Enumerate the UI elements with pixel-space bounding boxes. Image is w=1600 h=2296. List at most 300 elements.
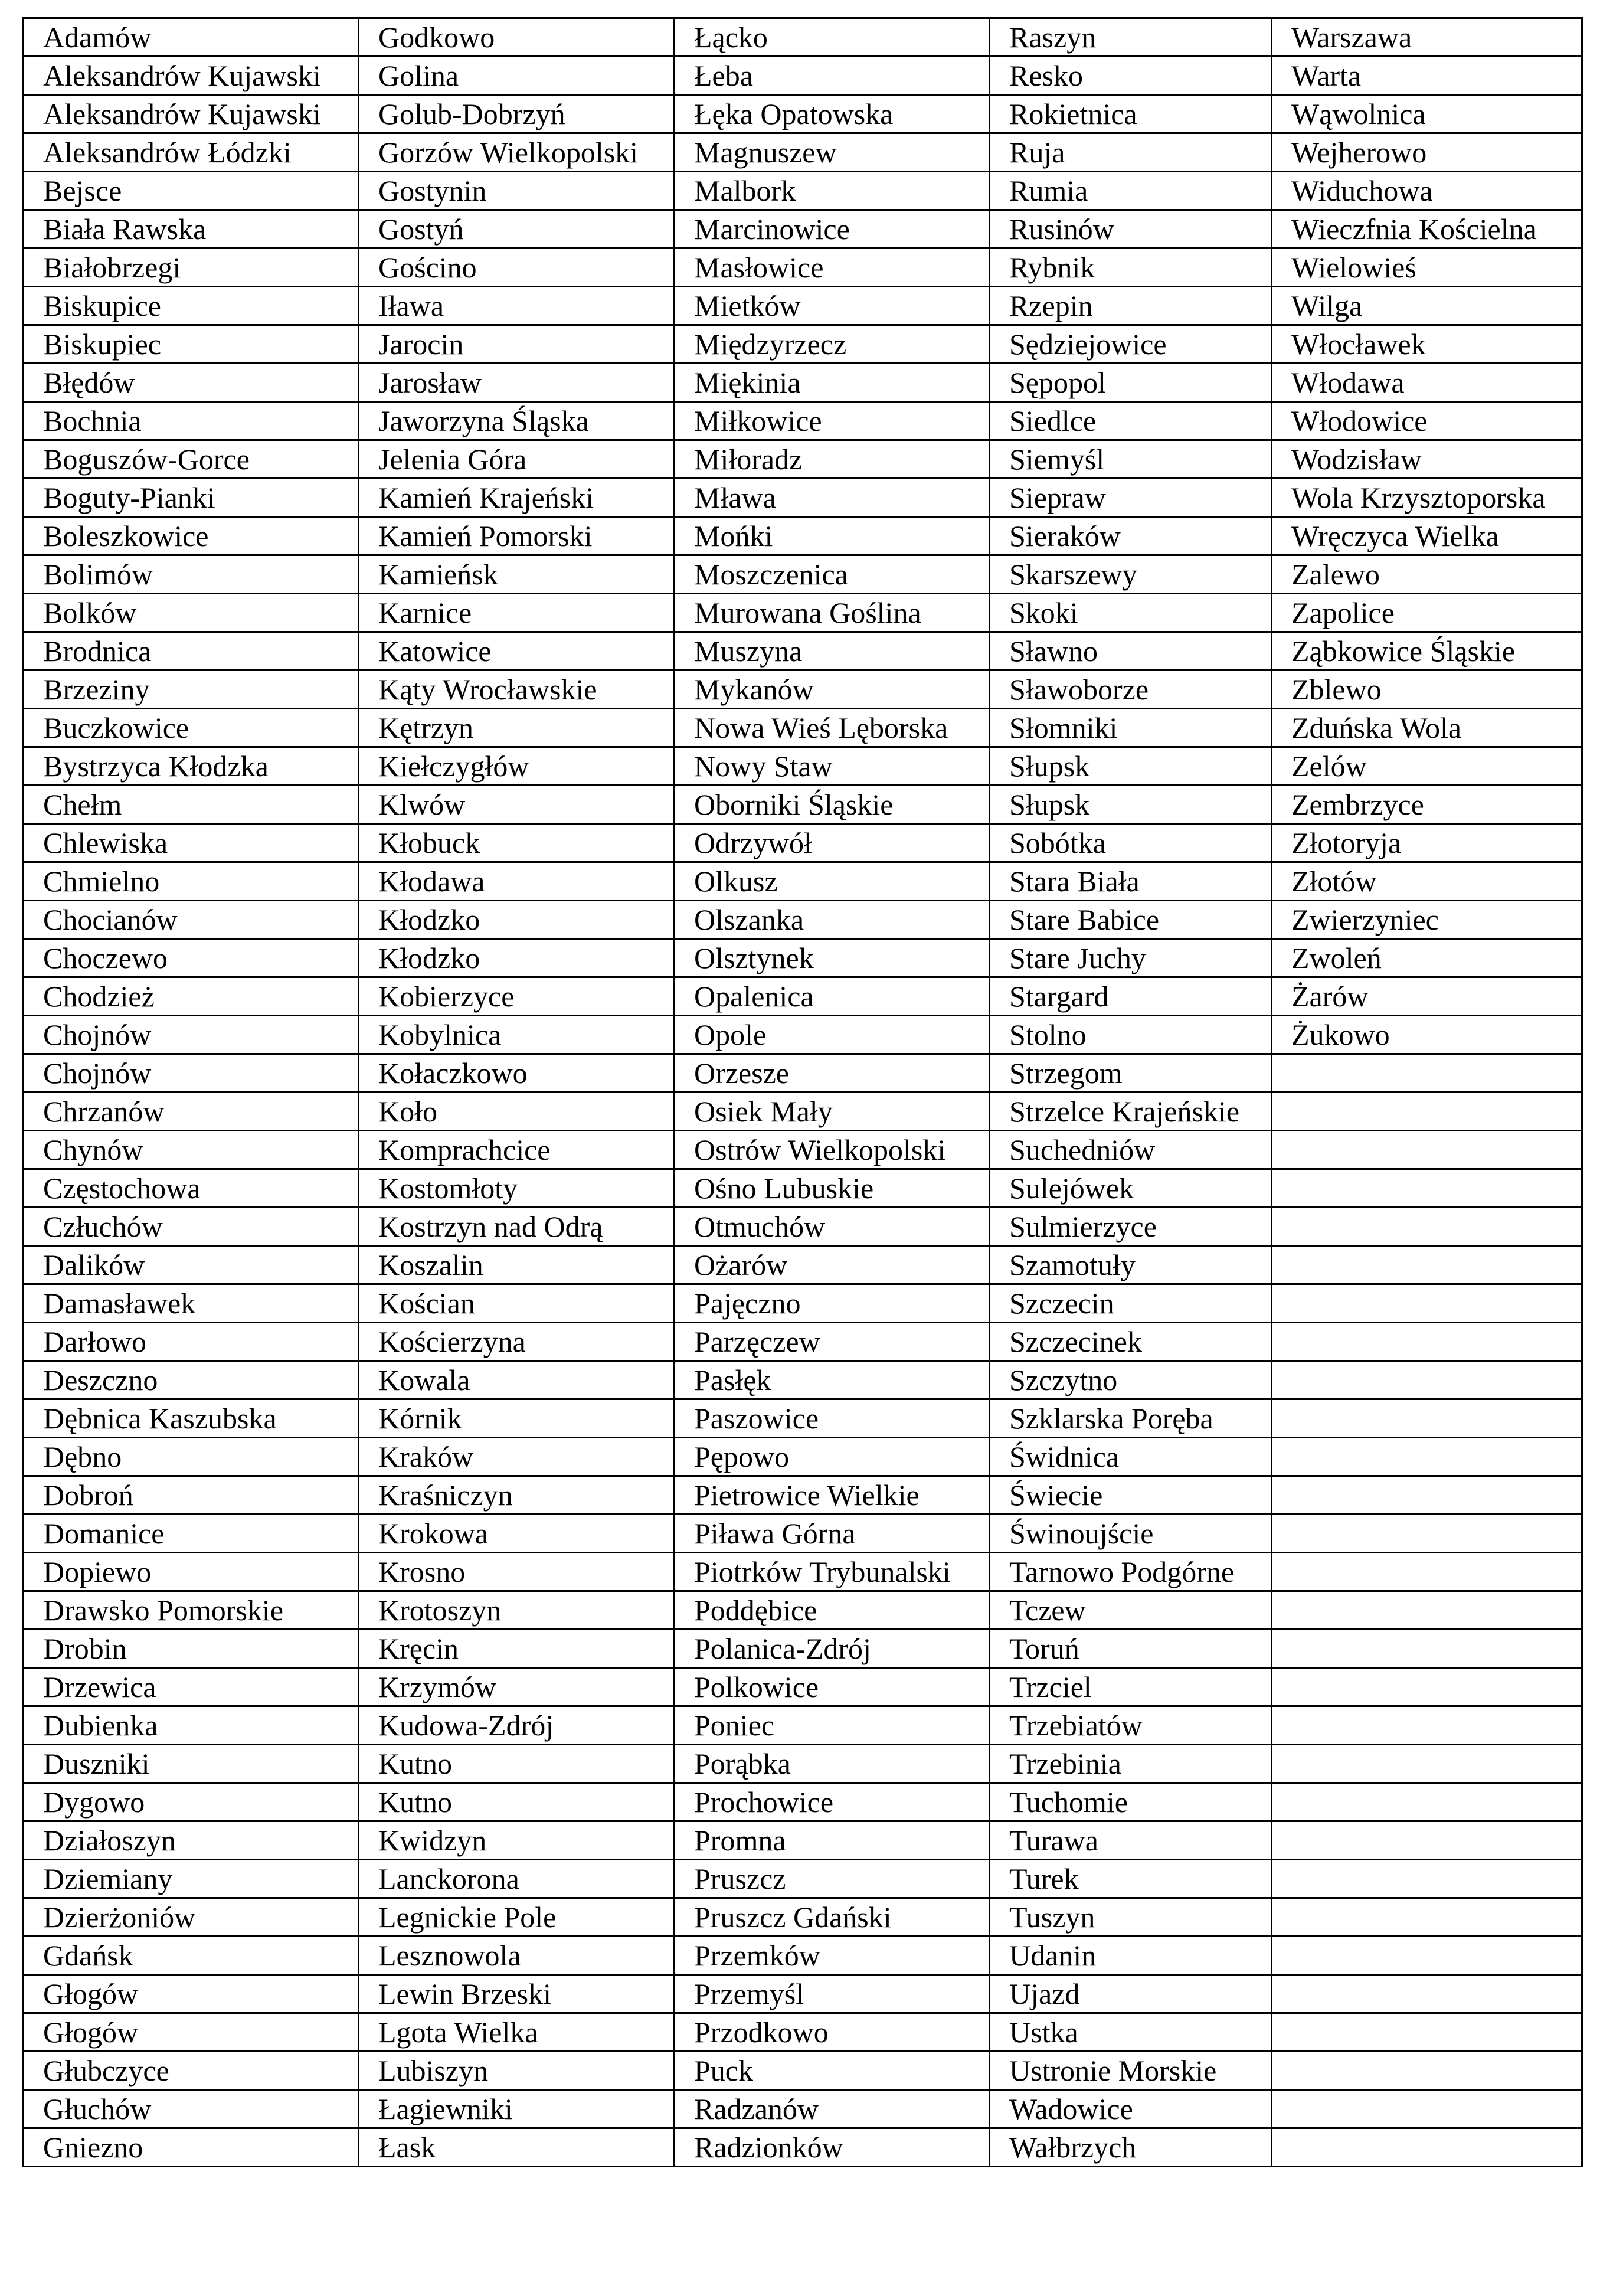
table-cell: Mława — [675, 479, 990, 517]
table-cell: Turek — [990, 1860, 1272, 1898]
table-cell — [1272, 1054, 1582, 1093]
table-cell: Łącko — [675, 18, 990, 57]
table-cell: Jelenia Góra — [359, 440, 675, 479]
table-cell: Ostrów Wielkopolski — [675, 1131, 990, 1169]
table-cell: Lewin Brzeski — [359, 1975, 675, 2013]
table-cell: Krosno — [359, 1553, 675, 1591]
table-cell: Adamów — [24, 18, 359, 57]
table-cell: Magnuszew — [675, 133, 990, 172]
table-row — [24, 287, 1582, 325]
table-cell: Przemyśl — [675, 1975, 990, 2013]
table-cell: Wałbrzych — [990, 2128, 1272, 2167]
table-cell: Rusinów — [990, 210, 1272, 248]
table-cell: Olsztynek — [675, 939, 990, 977]
table-cell: Skarszewy — [990, 555, 1272, 594]
table-cell: Kiełczygłów — [359, 747, 675, 786]
table-cell: Trzciel — [990, 1668, 1272, 1706]
table-row — [24, 594, 1582, 632]
table-cell: Lubiszyn — [359, 2052, 675, 2090]
table-cell: Łagiewniki — [359, 2090, 675, 2128]
table-row — [24, 1246, 1582, 1284]
table-cell: Sławno — [990, 632, 1272, 671]
table-cell: Skoki — [990, 594, 1272, 632]
table-cell — [1272, 1937, 1582, 1975]
table-cell: Godkowo — [359, 18, 675, 57]
table-row — [24, 210, 1582, 248]
table-cell: Sulejówek — [990, 1169, 1272, 1208]
table-cell: Aleksandrów Kujawski — [24, 95, 359, 133]
table-cell: Świecie — [990, 1476, 1272, 1515]
table-cell: Złotoryja — [1272, 824, 1582, 862]
table-cell — [1272, 1860, 1582, 1898]
table-row — [24, 1399, 1582, 1438]
table-cell — [1272, 1745, 1582, 1783]
table-cell: Osiek Mały — [675, 1093, 990, 1131]
table-cell: Bochnia — [24, 402, 359, 440]
table-cell: Kwidzyn — [359, 1821, 675, 1860]
table-cell — [1272, 1208, 1582, 1246]
table-cell: Suchedniów — [990, 1131, 1272, 1169]
table-cell: Kamień Pomorski — [359, 517, 675, 555]
table-cell: Zalewo — [1272, 555, 1582, 594]
table-cell: Zblewo — [1272, 671, 1582, 709]
table-cell: Zwoleń — [1272, 939, 1582, 977]
table-row — [24, 555, 1582, 594]
table-row — [24, 1783, 1582, 1821]
table-cell: Siedlce — [990, 402, 1272, 440]
table-row — [24, 1361, 1582, 1399]
table-cell: Szamotuły — [990, 1246, 1272, 1284]
table-cell: Piława Górna — [675, 1515, 990, 1553]
table-cell: Karnice — [359, 594, 675, 632]
table-cell: Miłkowice — [675, 402, 990, 440]
table-row — [24, 517, 1582, 555]
table-cell: Aleksandrów Kujawski — [24, 57, 359, 95]
table-cell: Zwierzyniec — [1272, 901, 1582, 939]
table-cell — [1272, 1246, 1582, 1284]
table-cell: Wodzisław — [1272, 440, 1582, 479]
table-cell: Drawsko Pomorskie — [24, 1591, 359, 1630]
table-cell: Nowa Wieś Lęborska — [675, 709, 990, 747]
table-cell: Kamieńsk — [359, 555, 675, 594]
table-cell: Damasławek — [24, 1284, 359, 1323]
table-cell — [1272, 2013, 1582, 2052]
table-cell: Człuchów — [24, 1208, 359, 1246]
table-cell: Białobrzegi — [24, 248, 359, 287]
table-cell: Koszalin — [359, 1246, 675, 1284]
table-cell: Warta — [1272, 57, 1582, 95]
table-row — [24, 402, 1582, 440]
table-cell: Sępopol — [990, 364, 1272, 402]
table-cell: Kamień Krajeński — [359, 479, 675, 517]
table-cell: Kłodawa — [359, 862, 675, 901]
table-row — [24, 95, 1582, 133]
table-row — [24, 671, 1582, 709]
table-cell: Jarosław — [359, 364, 675, 402]
table-cell: Wola Krzysztoporska — [1272, 479, 1582, 517]
table-cell: Wąwolnica — [1272, 95, 1582, 133]
table-cell: Miłoradz — [675, 440, 990, 479]
table-cell: Chojnów — [24, 1016, 359, 1054]
table-cell: Iława — [359, 287, 675, 325]
table-cell: Radzanów — [675, 2090, 990, 2128]
table-cell: Głubczyce — [24, 2052, 359, 2090]
table-cell: Strzelce Krajeńskie — [990, 1093, 1272, 1131]
table-cell: Boguty-Pianki — [24, 479, 359, 517]
table-cell: Gdańsk — [24, 1937, 359, 1975]
table-cell: Zapolice — [1272, 594, 1582, 632]
table-cell: Turawa — [990, 1821, 1272, 1860]
table-cell: Strzegom — [990, 1054, 1272, 1093]
table-row — [24, 1745, 1582, 1783]
table-cell — [1272, 1169, 1582, 1208]
table-cell: Legnickie Pole — [359, 1898, 675, 1937]
table-cell: Kobylnica — [359, 1016, 675, 1054]
table-cell: Drobin — [24, 1630, 359, 1668]
table-cell: Żarów — [1272, 977, 1582, 1016]
table-row — [24, 862, 1582, 901]
table-row — [24, 1591, 1582, 1630]
table-cell: Chocianów — [24, 901, 359, 939]
table-cell: Siepraw — [990, 479, 1272, 517]
table-cell: Rokietnica — [990, 95, 1272, 133]
table-cell: Kłodzko — [359, 901, 675, 939]
table-cell: Kraków — [359, 1438, 675, 1476]
table-cell: Domanice — [24, 1515, 359, 1553]
table-cell: Biskupiec — [24, 325, 359, 364]
table-cell: Chrzanów — [24, 1093, 359, 1131]
municipality-table — [22, 17, 1583, 2167]
table-row — [24, 440, 1582, 479]
table-cell: Kraśniczyn — [359, 1476, 675, 1515]
table-cell: Dzierżoniów — [24, 1898, 359, 1937]
table-cell: Kłodzko — [359, 939, 675, 977]
table-cell: Mykanów — [675, 671, 990, 709]
table-cell — [1272, 1284, 1582, 1323]
table-cell: Mońki — [675, 517, 990, 555]
table-cell: Opalenica — [675, 977, 990, 1016]
table-row — [24, 632, 1582, 671]
table-cell: Ożarów — [675, 1246, 990, 1284]
table-cell: Świdnica — [990, 1438, 1272, 1476]
table-cell: Orzesze — [675, 1054, 990, 1093]
table-cell: Międzyrzecz — [675, 325, 990, 364]
table-cell — [1272, 1131, 1582, 1169]
table-cell: Lesznowola — [359, 1937, 675, 1975]
table-cell: Wadowice — [990, 2090, 1272, 2128]
table-cell: Zelów — [1272, 747, 1582, 786]
table-cell: Włodawa — [1272, 364, 1582, 402]
table-row — [24, 1131, 1582, 1169]
table-cell — [1272, 1591, 1582, 1630]
table-cell: Jaworzyna Śląska — [359, 402, 675, 440]
table-cell: Krzymów — [359, 1668, 675, 1706]
table-cell: Opole — [675, 1016, 990, 1054]
table-cell: Łask — [359, 2128, 675, 2167]
table-row — [24, 2128, 1582, 2167]
table-cell: Ząbkowice Śląskie — [1272, 632, 1582, 671]
table-cell: Dopiewo — [24, 1553, 359, 1591]
table-cell: Ruja — [990, 133, 1272, 172]
table-cell: Słomniki — [990, 709, 1272, 747]
table-cell: Głogów — [24, 1975, 359, 2013]
table-cell: Chełm — [24, 786, 359, 824]
table-cell: Dubienka — [24, 1706, 359, 1745]
table-cell: Miękinia — [675, 364, 990, 402]
table-row — [24, 1476, 1582, 1515]
table-cell: Olkusz — [675, 862, 990, 901]
table-cell: Włocławek — [1272, 325, 1582, 364]
table-cell: Dębno — [24, 1438, 359, 1476]
table-cell: Stargard — [990, 977, 1272, 1016]
table-cell: Trzebiatów — [990, 1706, 1272, 1745]
table-row — [24, 2013, 1582, 2052]
table-cell: Golina — [359, 57, 675, 95]
table-row — [24, 1860, 1582, 1898]
table-cell: Chynów — [24, 1131, 359, 1169]
table-cell: Pasłęk — [675, 1361, 990, 1399]
table-cell: Słupsk — [990, 747, 1272, 786]
table-cell: Sędziejowice — [990, 325, 1272, 364]
table-cell: Kołaczkowo — [359, 1054, 675, 1093]
table-cell: Trzebinia — [990, 1745, 1272, 1783]
table-cell: Deszczno — [24, 1361, 359, 1399]
table-cell: Polkowice — [675, 1668, 990, 1706]
table-row — [24, 1668, 1582, 1706]
table-body — [24, 18, 1582, 2167]
table-row — [24, 325, 1582, 364]
table-cell: Kudowa-Zdrój — [359, 1706, 675, 1745]
table-row — [24, 1284, 1582, 1323]
table-cell — [1272, 1515, 1582, 1553]
table-cell: Kręcin — [359, 1630, 675, 1668]
table-cell: Boguszów-Gorce — [24, 440, 359, 479]
table-row — [24, 1169, 1582, 1208]
table-cell: Bolimów — [24, 555, 359, 594]
table-cell: Bystrzyca Kłodzka — [24, 747, 359, 786]
table-cell: Kościan — [359, 1284, 675, 1323]
table-row — [24, 1706, 1582, 1745]
table-cell — [1272, 1323, 1582, 1361]
table-cell: Stara Biała — [990, 862, 1272, 901]
table-cell — [1272, 1093, 1582, 1131]
table-cell: Świnoujście — [990, 1515, 1272, 1553]
table-row — [24, 1093, 1582, 1131]
table-cell: Pruszcz — [675, 1860, 990, 1898]
table-cell: Częstochowa — [24, 1169, 359, 1208]
table-cell: Udanin — [990, 1937, 1272, 1975]
table-cell: Złotów — [1272, 862, 1582, 901]
table-row — [24, 1630, 1582, 1668]
table-cell: Jarocin — [359, 325, 675, 364]
table-row — [24, 172, 1582, 210]
table-cell: Kościerzyna — [359, 1323, 675, 1361]
table-cell — [1272, 1668, 1582, 1706]
table-cell: Ustronie Morskie — [990, 2052, 1272, 2090]
table-cell: Tczew — [990, 1591, 1272, 1630]
table-cell — [1272, 1706, 1582, 1745]
table-cell — [1272, 1399, 1582, 1438]
table-cell: Pajęczno — [675, 1284, 990, 1323]
table-cell: Bejsce — [24, 172, 359, 210]
table-cell: Kórnik — [359, 1399, 675, 1438]
table-cell: Bolków — [24, 594, 359, 632]
table-cell: Biskupice — [24, 287, 359, 325]
table-cell: Wielowieś — [1272, 248, 1582, 287]
table-cell: Pietrowice Wielkie — [675, 1476, 990, 1515]
table-cell: Siemyśl — [990, 440, 1272, 479]
table-cell: Ośno Lubuskie — [675, 1169, 990, 1208]
table-cell: Gostynin — [359, 172, 675, 210]
table-cell — [1272, 2090, 1582, 2128]
table-cell: Biała Rawska — [24, 210, 359, 248]
table-cell: Polanica-Zdrój — [675, 1630, 990, 1668]
table-cell: Sieraków — [990, 517, 1272, 555]
table-cell: Sławoborze — [990, 671, 1272, 709]
table-cell: Zduńska Wola — [1272, 709, 1582, 747]
table-row — [24, 2052, 1582, 2090]
table-cell: Moszczenica — [675, 555, 990, 594]
table-cell: Wręczyca Wielka — [1272, 517, 1582, 555]
table-cell — [1272, 1361, 1582, 1399]
table-cell: Lanckorona — [359, 1860, 675, 1898]
table-cell: Sobótka — [990, 824, 1272, 862]
table-row — [24, 1821, 1582, 1860]
table-cell: Kobierzyce — [359, 977, 675, 1016]
table-cell: Ujazd — [990, 1975, 1272, 2013]
table-cell: Rzepin — [990, 287, 1272, 325]
table-row — [24, 747, 1582, 786]
table-row — [24, 364, 1582, 402]
table-row — [24, 824, 1582, 862]
table-cell: Tuchomie — [990, 1783, 1272, 1821]
table-cell: Resko — [990, 57, 1272, 95]
table-row — [24, 1208, 1582, 1246]
table-cell: Głogów — [24, 2013, 359, 2052]
table-cell: Katowice — [359, 632, 675, 671]
table-cell: Gniezno — [24, 2128, 359, 2167]
table-cell: Szczytno — [990, 1361, 1272, 1399]
table-cell: Choczewo — [24, 939, 359, 977]
table-cell: Dygowo — [24, 1783, 359, 1821]
table-row — [24, 709, 1582, 747]
table-cell: Chmielno — [24, 862, 359, 901]
table-cell: Paszowice — [675, 1399, 990, 1438]
table-cell: Boleszkowice — [24, 517, 359, 555]
table-cell — [1272, 1783, 1582, 1821]
table-cell: Drzewica — [24, 1668, 359, 1706]
table-cell: Koło — [359, 1093, 675, 1131]
table-cell — [1272, 1821, 1582, 1860]
table-cell: Marcinowice — [675, 210, 990, 248]
table-cell: Odrzywół — [675, 824, 990, 862]
table-row — [24, 1898, 1582, 1937]
table-cell: Zembrzyce — [1272, 786, 1582, 824]
table-cell: Piotrków Trybunalski — [675, 1553, 990, 1591]
table-cell: Gościno — [359, 248, 675, 287]
table-cell: Komprachcice — [359, 1131, 675, 1169]
table-cell: Dalików — [24, 1246, 359, 1284]
table-cell: Malbork — [675, 172, 990, 210]
table-cell — [1272, 1553, 1582, 1591]
table-cell: Parzęczew — [675, 1323, 990, 1361]
table-cell: Mietków — [675, 287, 990, 325]
table-cell: Oborniki Śląskie — [675, 786, 990, 824]
table-cell: Duszniki — [24, 1745, 359, 1783]
table-cell — [1272, 1630, 1582, 1668]
table-cell: Wejherowo — [1272, 133, 1582, 172]
table-cell: Golub-Dobrzyń — [359, 95, 675, 133]
table-cell: Masłowice — [675, 248, 990, 287]
table-cell: Rybnik — [990, 248, 1272, 287]
table-cell: Brodnica — [24, 632, 359, 671]
table-cell: Pruszcz Gdański — [675, 1898, 990, 1937]
table-cell: Działoszyn — [24, 1821, 359, 1860]
table-cell: Kostrzyn nad Odrą — [359, 1208, 675, 1246]
table-cell: Chojnów — [24, 1054, 359, 1093]
table-cell: Brzeziny — [24, 671, 359, 709]
table-cell: Stare Juchy — [990, 939, 1272, 977]
table-cell: Olszanka — [675, 901, 990, 939]
table-cell: Murowana Goślina — [675, 594, 990, 632]
table-row — [24, 479, 1582, 517]
table-cell: Warszawa — [1272, 18, 1582, 57]
table-cell: Kutno — [359, 1745, 675, 1783]
table-cell: Tuszyn — [990, 1898, 1272, 1937]
table-row — [24, 977, 1582, 1016]
table-cell: Szczecinek — [990, 1323, 1272, 1361]
table-cell: Dobroń — [24, 1476, 359, 1515]
table-cell: Prochowice — [675, 1783, 990, 1821]
table-cell: Poniec — [675, 1706, 990, 1745]
table-row — [24, 939, 1582, 977]
table-cell: Szklarska Poręba — [990, 1399, 1272, 1438]
table-cell: Buczkowice — [24, 709, 359, 747]
table-cell: Muszyna — [675, 632, 990, 671]
table-cell — [1272, 1476, 1582, 1515]
table-row — [24, 786, 1582, 824]
table-cell: Widuchowa — [1272, 172, 1582, 210]
table-cell: Szczecin — [990, 1284, 1272, 1323]
table-cell: Otmuchów — [675, 1208, 990, 1246]
table-cell — [1272, 1438, 1582, 1476]
table-cell: Przemków — [675, 1937, 990, 1975]
table-cell: Kostomłoty — [359, 1169, 675, 1208]
table-row — [24, 1323, 1582, 1361]
table-row — [24, 901, 1582, 939]
table-cell: Darłowo — [24, 1323, 359, 1361]
table-cell: Stolno — [990, 1016, 1272, 1054]
table-cell: Pępowo — [675, 1438, 990, 1476]
table-row — [24, 1553, 1582, 1591]
table-cell: Ustka — [990, 2013, 1272, 2052]
table-cell: Łęka Opatowska — [675, 95, 990, 133]
table-cell: Dziemiany — [24, 1860, 359, 1898]
table-cell: Łeba — [675, 57, 990, 95]
table-cell: Puck — [675, 2052, 990, 2090]
table-row — [24, 1515, 1582, 1553]
table-cell: Stare Babice — [990, 901, 1272, 939]
table-row — [24, 1937, 1582, 1975]
table-cell: Krokowa — [359, 1515, 675, 1553]
table-cell: Dębnica Kaszubska — [24, 1399, 359, 1438]
table-row — [24, 1016, 1582, 1054]
table-cell: Chlewiska — [24, 824, 359, 862]
table-cell: Słupsk — [990, 786, 1272, 824]
table-cell: Żukowo — [1272, 1016, 1582, 1054]
table-cell: Lgota Wielka — [359, 2013, 675, 2052]
table-cell: Raszyn — [990, 18, 1272, 57]
